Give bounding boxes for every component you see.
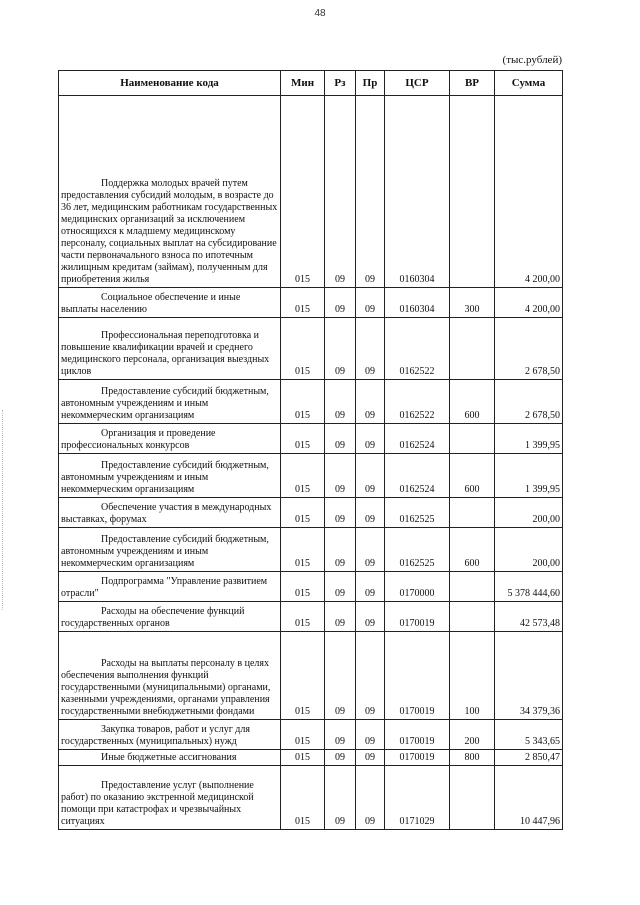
table-row <box>59 498 563 528</box>
row-name-text: Социальное обеспечение и иные выплаты населению <box>61 292 241 315</box>
row-sum-cell: 42 573,48 <box>495 602 563 632</box>
row-csr-cell: 0162522 <box>385 380 450 424</box>
row-sum-cell: 10 447,96 <box>495 766 563 830</box>
row-name-cell <box>59 572 281 602</box>
row-vr-cell: 600 <box>450 380 495 424</box>
row-name-cell <box>59 288 281 318</box>
row-name-text: Поддержка молодых врачей путем предоставления субсидий молодым, в возрасте до 36 лет, медицинским работникам государственных медицинских организаций за исключением относящихся к младшему медицинскому персоналу, социальных выплат на субсидирование части первоначального взноса по ипотечным жилищным кредитам (займам), полученным для приобретения жилья <box>61 178 278 285</box>
row-name-cell <box>59 380 281 424</box>
row-pr-cell: 09 <box>356 632 385 720</box>
row-csr-cell: 0171029 <box>385 766 450 830</box>
row-vr-cell <box>450 424 495 454</box>
row-min-cell: 015 <box>281 96 325 288</box>
row-name-text: Организация и проведение профессиональных конкурсов <box>61 428 216 451</box>
row-rz-cell: 09 <box>325 602 356 632</box>
row-rz-cell: 09 <box>325 750 356 766</box>
row-sum-cell: 200,00 <box>495 528 563 572</box>
row-min-cell: 015 <box>281 454 325 498</box>
table-row <box>59 380 563 424</box>
row-rz-cell: 09 <box>325 632 356 720</box>
row-name-cell <box>59 602 281 632</box>
table-row <box>59 750 563 766</box>
row-csr-cell: 0162524 <box>385 454 450 498</box>
row-vr-cell <box>450 96 495 288</box>
row-name-text: Предоставление субсидий бюджетным, автономным учреждениям и иным некоммерческим организациям <box>61 534 269 569</box>
scan-edge-marks <box>2 410 5 610</box>
page-number: 48 <box>314 8 326 19</box>
row-min-cell: 015 <box>281 498 325 528</box>
row-vr-cell: 600 <box>450 454 495 498</box>
row-sum-cell: 200,00 <box>495 498 563 528</box>
row-vr-cell <box>450 498 495 528</box>
row-sum-cell: 4 200,00 <box>495 96 563 288</box>
row-vr-cell: 100 <box>450 632 495 720</box>
header-pr: Пр <box>356 71 385 96</box>
row-name-cell <box>59 528 281 572</box>
row-rz-cell: 09 <box>325 424 356 454</box>
row-pr-cell: 09 <box>356 720 385 750</box>
row-name-cell <box>59 454 281 498</box>
row-name-cell <box>59 498 281 528</box>
row-vr-cell <box>450 572 495 602</box>
row-vr-cell: 800 <box>450 750 495 766</box>
row-name-text: Предоставление субсидий бюджетным, автономным учреждениям и иным некоммерческим организациям <box>61 460 269 495</box>
row-csr-cell: 0170019 <box>385 720 450 750</box>
row-min-cell: 015 <box>281 602 325 632</box>
row-sum-cell: 4 200,00 <box>495 288 563 318</box>
row-csr-cell: 0162525 <box>385 528 450 572</box>
row-min-cell: 015 <box>281 318 325 380</box>
row-csr-cell: 0170000 <box>385 572 450 602</box>
row-name-text: Профессиональная переподготовка и повышение квалификации врачей и среднего медицинского персонала, организация выездных циклов <box>61 330 270 377</box>
row-rz-cell: 09 <box>325 498 356 528</box>
row-name-cell <box>59 424 281 454</box>
row-pr-cell: 09 <box>356 766 385 830</box>
row-rz-cell: 09 <box>325 96 356 288</box>
row-name-cell <box>59 750 281 766</box>
row-sum-cell: 34 379,36 <box>495 632 563 720</box>
row-rz-cell: 09 <box>325 454 356 498</box>
table-row <box>59 528 563 572</box>
row-pr-cell: 09 <box>356 288 385 318</box>
row-name-text: Расходы на выплаты персоналу в целях обеспечения выполнения функций государственными (муниципальными) органами, казенными учреждениями, органами управления государственными внебюджетными фондами <box>61 658 271 717</box>
header-vr: ВР <box>450 71 495 96</box>
row-csr-cell: 0160304 <box>385 288 450 318</box>
row-name-text: Обеспечение участия в международных выставках, форумах <box>61 502 272 525</box>
budget-table <box>58 70 563 830</box>
row-pr-cell: 09 <box>356 602 385 632</box>
row-csr-cell: 0162522 <box>385 318 450 380</box>
row-sum-cell: 5 378 444,60 <box>495 572 563 602</box>
table-row <box>59 96 563 288</box>
row-rz-cell: 09 <box>325 288 356 318</box>
row-min-cell: 015 <box>281 528 325 572</box>
row-vr-cell <box>450 766 495 830</box>
row-min-cell: 015 <box>281 572 325 602</box>
row-name-text: Расходы на обеспечение функций государственных органов <box>61 606 245 629</box>
row-pr-cell: 09 <box>356 572 385 602</box>
row-rz-cell: 09 <box>325 572 356 602</box>
header-min: Мин <box>281 71 325 96</box>
row-name-text: Закупка товаров, работ и услуг для государственных (муниципальных) нужд <box>61 724 250 747</box>
row-vr-cell <box>450 318 495 380</box>
row-rz-cell: 09 <box>325 766 356 830</box>
row-vr-cell: 600 <box>450 528 495 572</box>
row-name-cell <box>59 632 281 720</box>
header-sum: Сумма <box>495 71 563 96</box>
row-sum-cell: 1 399,95 <box>495 424 563 454</box>
row-sum-cell: 5 343,65 <box>495 720 563 750</box>
row-csr-cell: 0160304 <box>385 96 450 288</box>
row-name-text: Подпрограмма "Управление развитием отрасли" <box>61 576 268 599</box>
row-min-cell: 015 <box>281 288 325 318</box>
row-pr-cell: 09 <box>356 750 385 766</box>
row-csr-cell: 0170019 <box>385 602 450 632</box>
row-rz-cell: 09 <box>325 528 356 572</box>
header-rz: Рз <box>325 71 356 96</box>
table-row <box>59 572 563 602</box>
row-csr-cell: 0162525 <box>385 498 450 528</box>
row-sum-cell: 1 399,95 <box>495 454 563 498</box>
table-row <box>59 454 563 498</box>
row-pr-cell: 09 <box>356 424 385 454</box>
row-pr-cell: 09 <box>356 96 385 288</box>
table-row <box>59 766 563 830</box>
row-sum-cell: 2 678,50 <box>495 318 563 380</box>
row-min-cell: 015 <box>281 750 325 766</box>
row-name-text: Иные бюджетные ассигнования <box>101 752 237 763</box>
header-name: Наименование кода <box>59 71 281 96</box>
table-row <box>59 288 563 318</box>
row-vr-cell: 200 <box>450 720 495 750</box>
row-min-cell: 015 <box>281 766 325 830</box>
row-pr-cell: 09 <box>356 498 385 528</box>
row-rz-cell: 09 <box>325 720 356 750</box>
row-vr-cell <box>450 602 495 632</box>
row-min-cell: 015 <box>281 720 325 750</box>
units-label: (тыс.рублей) <box>502 54 562 66</box>
table-row <box>59 424 563 454</box>
row-sum-cell: 2 678,50 <box>495 380 563 424</box>
row-rz-cell: 09 <box>325 380 356 424</box>
row-min-cell: 015 <box>281 632 325 720</box>
table-row <box>59 720 563 750</box>
row-pr-cell: 09 <box>356 380 385 424</box>
row-name-cell <box>59 766 281 830</box>
row-name-cell <box>59 96 281 288</box>
table-header-row <box>59 71 563 96</box>
row-pr-cell: 09 <box>356 454 385 498</box>
row-csr-cell: 0170019 <box>385 632 450 720</box>
row-name-text: Предоставление субсидий бюджетным, автономным учреждениям и иным некоммерческим организациям <box>61 386 269 421</box>
row-name-text: Предоставление услуг (выполнение работ) по оказанию экстренной медицинской помощи при катастрофах и чрезвычайных ситуациях <box>61 780 254 827</box>
row-csr-cell: 0170019 <box>385 750 450 766</box>
row-min-cell: 015 <box>281 424 325 454</box>
header-csr: ЦСР <box>385 71 450 96</box>
row-name-cell <box>59 720 281 750</box>
row-min-cell: 015 <box>281 380 325 424</box>
table-row <box>59 318 563 380</box>
row-rz-cell: 09 <box>325 318 356 380</box>
row-csr-cell: 0162524 <box>385 424 450 454</box>
row-sum-cell: 2 850,47 <box>495 750 563 766</box>
table-row <box>59 602 563 632</box>
row-vr-cell: 300 <box>450 288 495 318</box>
row-pr-cell: 09 <box>356 318 385 380</box>
table-row <box>59 632 563 720</box>
row-pr-cell: 09 <box>356 528 385 572</box>
row-name-cell <box>59 318 281 380</box>
